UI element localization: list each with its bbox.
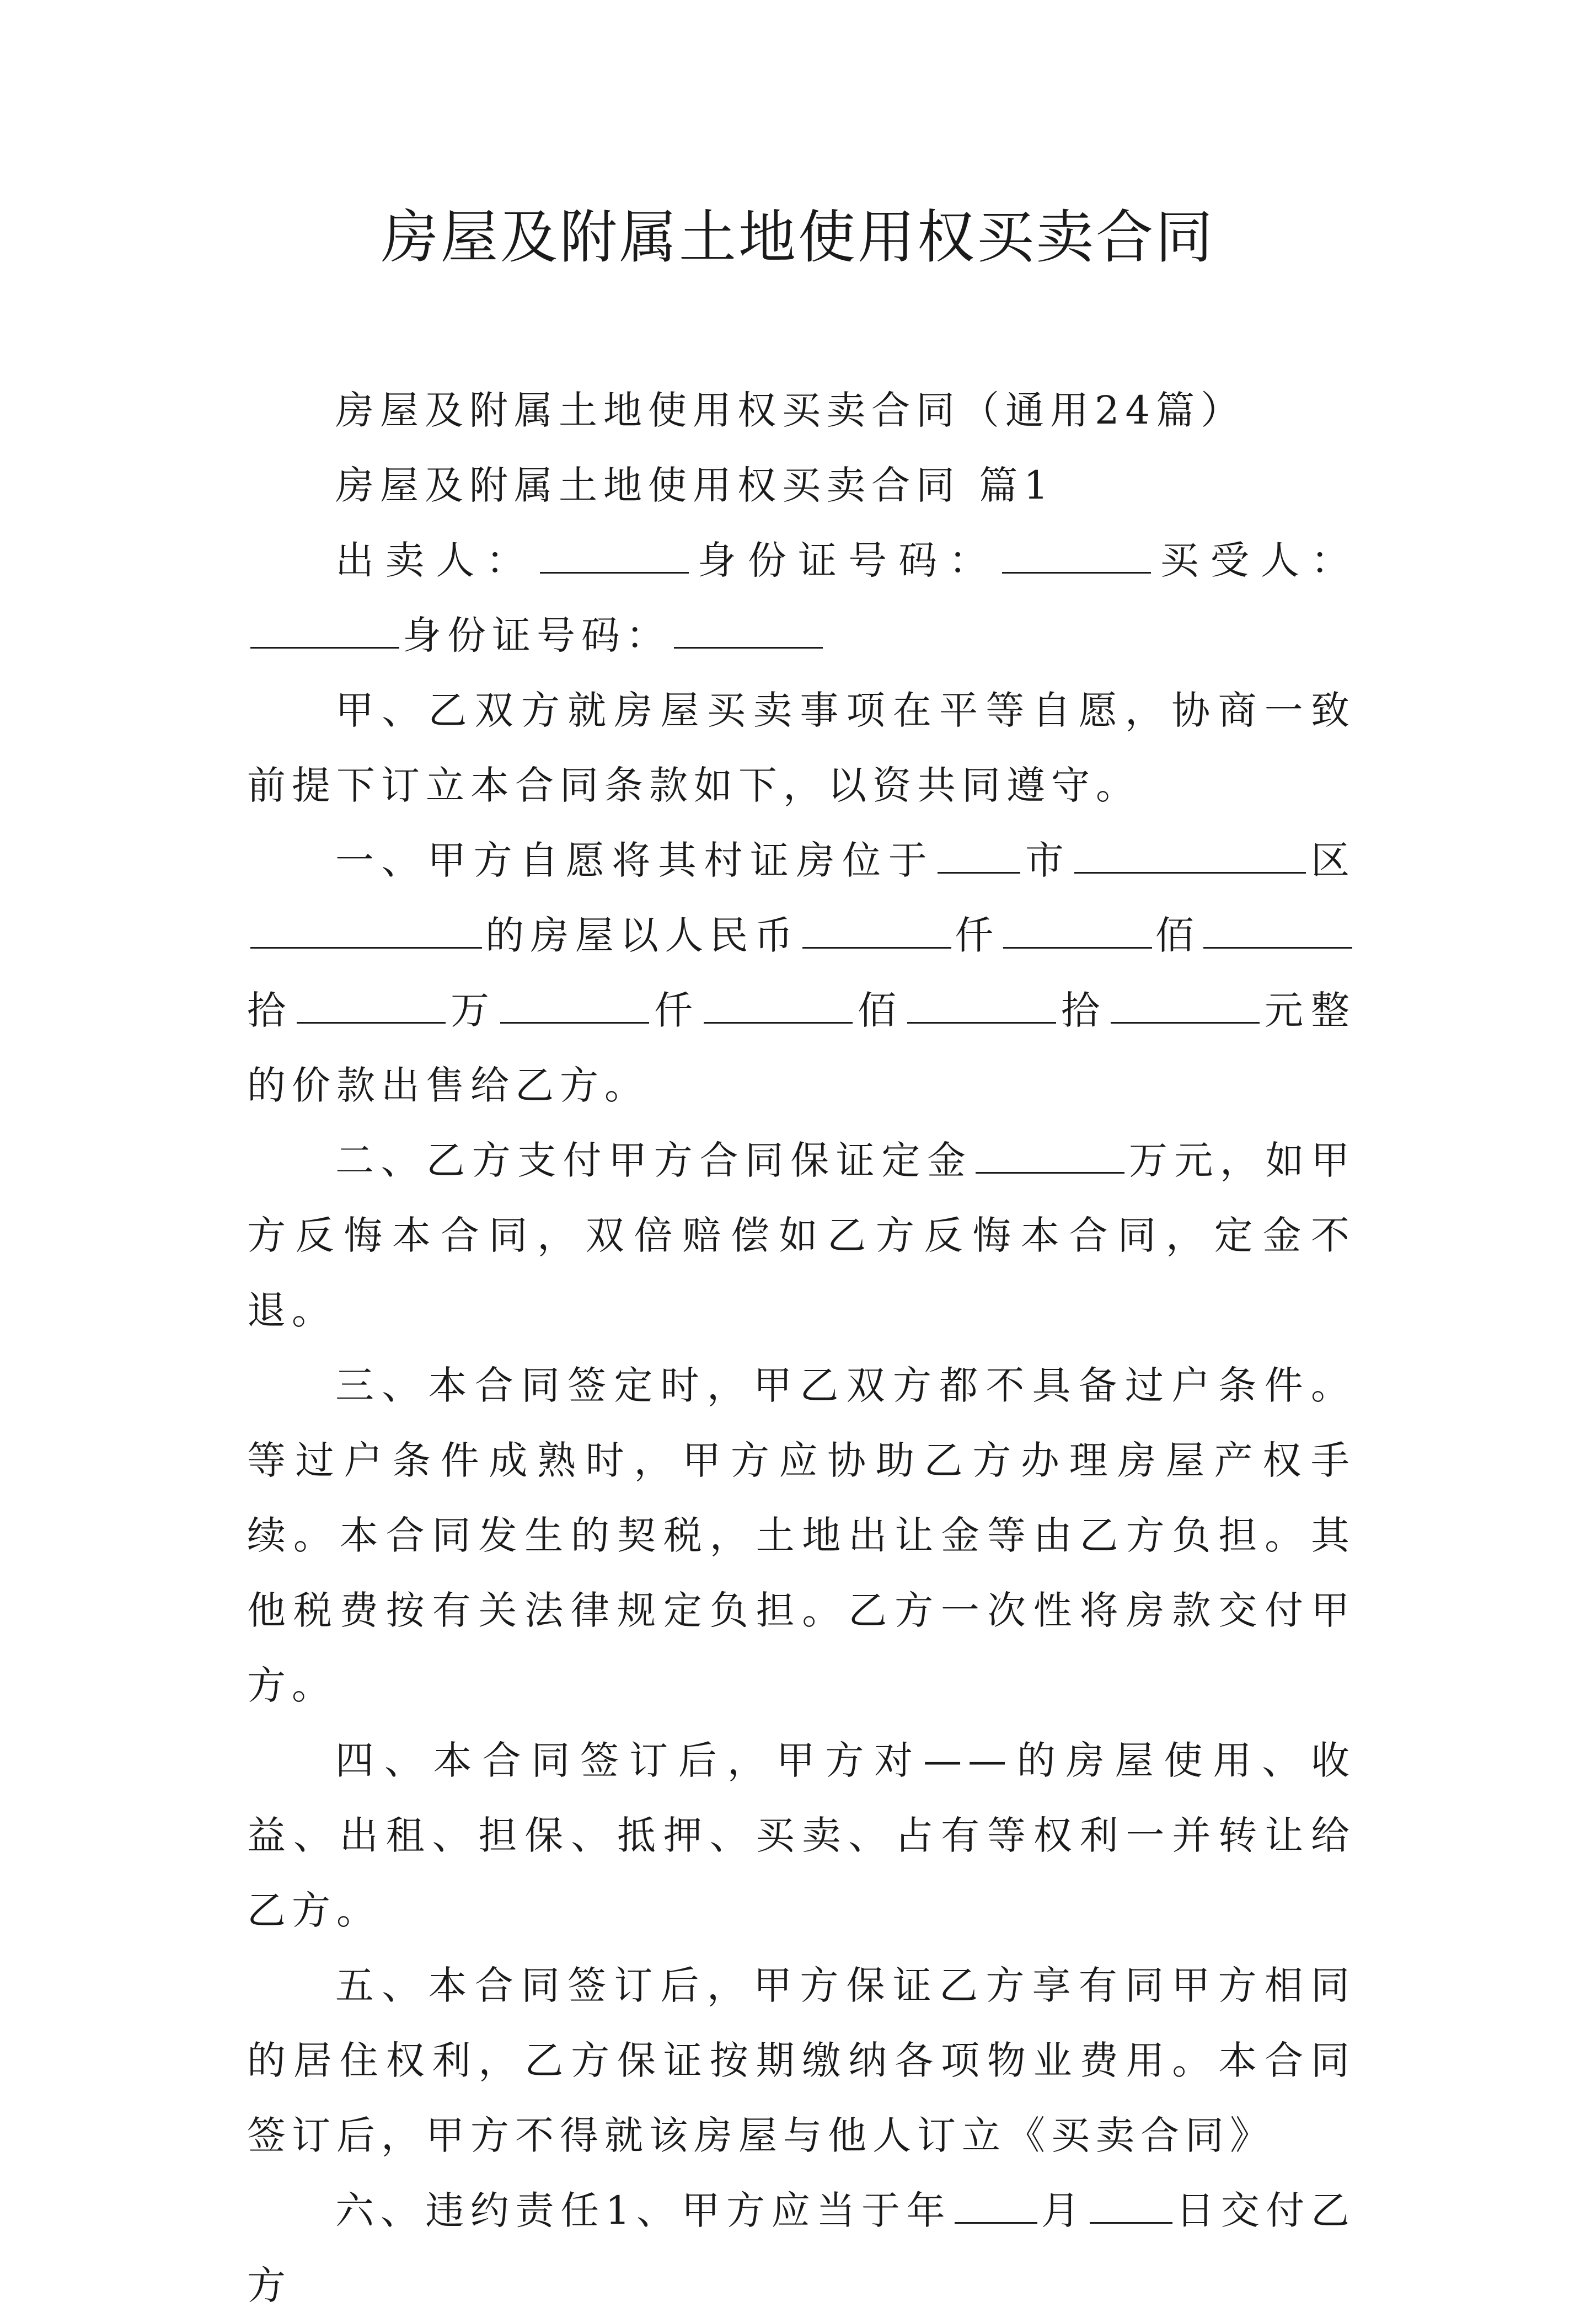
seller-label: 出卖人： xyxy=(335,538,537,583)
clause-1-wan: 万 xyxy=(449,988,497,1033)
clause-1-bai: 佰 xyxy=(1155,913,1200,958)
amount-blank-1 xyxy=(802,911,951,949)
address-blank xyxy=(250,911,482,949)
clause-1 xyxy=(247,823,1356,1123)
clause-1-qian-2: 仟 xyxy=(652,988,700,1033)
clause-1-end: 元整的价款出售给乙方。 xyxy=(247,988,1356,1108)
clause-6-text-a: 六、违约责任1、甲方应当于年 xyxy=(335,2188,952,2233)
day-blank xyxy=(1090,2186,1172,2224)
clause-1-qian: 仟 xyxy=(955,913,1000,958)
clause-1-shi-2: 拾 xyxy=(1059,988,1107,1033)
section-heading: 房屋及附属土地使用权买卖合同 篇1 xyxy=(335,463,1054,508)
id-label-1: 身份证号码： xyxy=(692,538,999,583)
clause-1-bai-2: 佰 xyxy=(856,988,904,1033)
preamble: 甲、乙双方就房屋买卖事项在平等自愿，协商一致前提下订立本合同条款如下，以资共同遵守。 xyxy=(247,688,1356,808)
amount-blank-5 xyxy=(500,986,649,1024)
clause-2-text-b: 万元，如甲方反悔本合同，双倍赔偿如乙方反悔本合同，定金不退。 xyxy=(247,1138,1356,1333)
buyer-blank xyxy=(250,611,399,649)
clause-4: 四、本合同签订后，甲方对——的房屋使用、收益、出租、担保、抵押、买卖、占有等权利一并转让给乙方。 xyxy=(247,1738,1356,1933)
amount-blank-2 xyxy=(1003,911,1152,949)
clause-2 xyxy=(247,1123,1356,1348)
id-blank-1 xyxy=(1002,536,1151,574)
clause-5: 五、本合同签订后，甲方保证乙方享有同甲方相同的居住权利，乙方保证按期缴纳各项物业费用。本合同签订后，甲方不得就该房屋与他人订立《买卖合同》 xyxy=(247,1963,1356,2158)
clause-1-shi: 拾 xyxy=(247,988,293,1033)
amount-blank-3 xyxy=(1203,911,1352,949)
clause-6-text-b: 日交付乙方 xyxy=(247,2188,1356,2308)
clause-3: 三、本合同签定时，甲乙双方都不具备过户条件。等过户条件成熟时，甲方应协助乙方办理房屋产权手续。本合同发生的契税，土地出让金等由乙方负担。其他税费按有关法律规定负担。乙方一次性将房款交付甲方。 xyxy=(247,1363,1356,1708)
clause-1-district: 区 xyxy=(1309,838,1356,883)
id-blank-2 xyxy=(674,611,823,649)
city-blank xyxy=(938,836,1020,874)
amount-blank-4 xyxy=(297,986,446,1024)
parties-line xyxy=(247,523,1356,673)
deposit-blank xyxy=(976,1136,1124,1174)
subtitle: 房屋及附属土地使用权买卖合同（通用24篇） xyxy=(335,388,1246,433)
document-title: 房屋及附属土地使用权买卖合同 xyxy=(381,204,1215,271)
clause-1-text-a: 一、甲方自愿将其村证房位于 xyxy=(335,838,935,883)
clause-6 xyxy=(247,2173,1356,2323)
clause-6-month: 月 xyxy=(1041,2188,1086,2233)
id-label-2: 身份证号码： xyxy=(403,613,671,658)
clause-2-text-a: 二、乙方支付甲方合同保证定金 xyxy=(335,1138,973,1183)
month-blank xyxy=(955,2186,1037,2224)
buyer-label: 买受人： xyxy=(1154,538,1356,583)
district-blank xyxy=(1074,836,1306,874)
amount-blank-6 xyxy=(704,986,853,1024)
amount-blank-8 xyxy=(1111,986,1260,1024)
clause-1-city: 市 xyxy=(1024,838,1072,883)
amount-blank-7 xyxy=(907,986,1056,1024)
clause-1-text-b: 的房屋以人民币 xyxy=(485,913,799,958)
document-body xyxy=(247,373,1356,2323)
seller-blank xyxy=(540,536,689,574)
